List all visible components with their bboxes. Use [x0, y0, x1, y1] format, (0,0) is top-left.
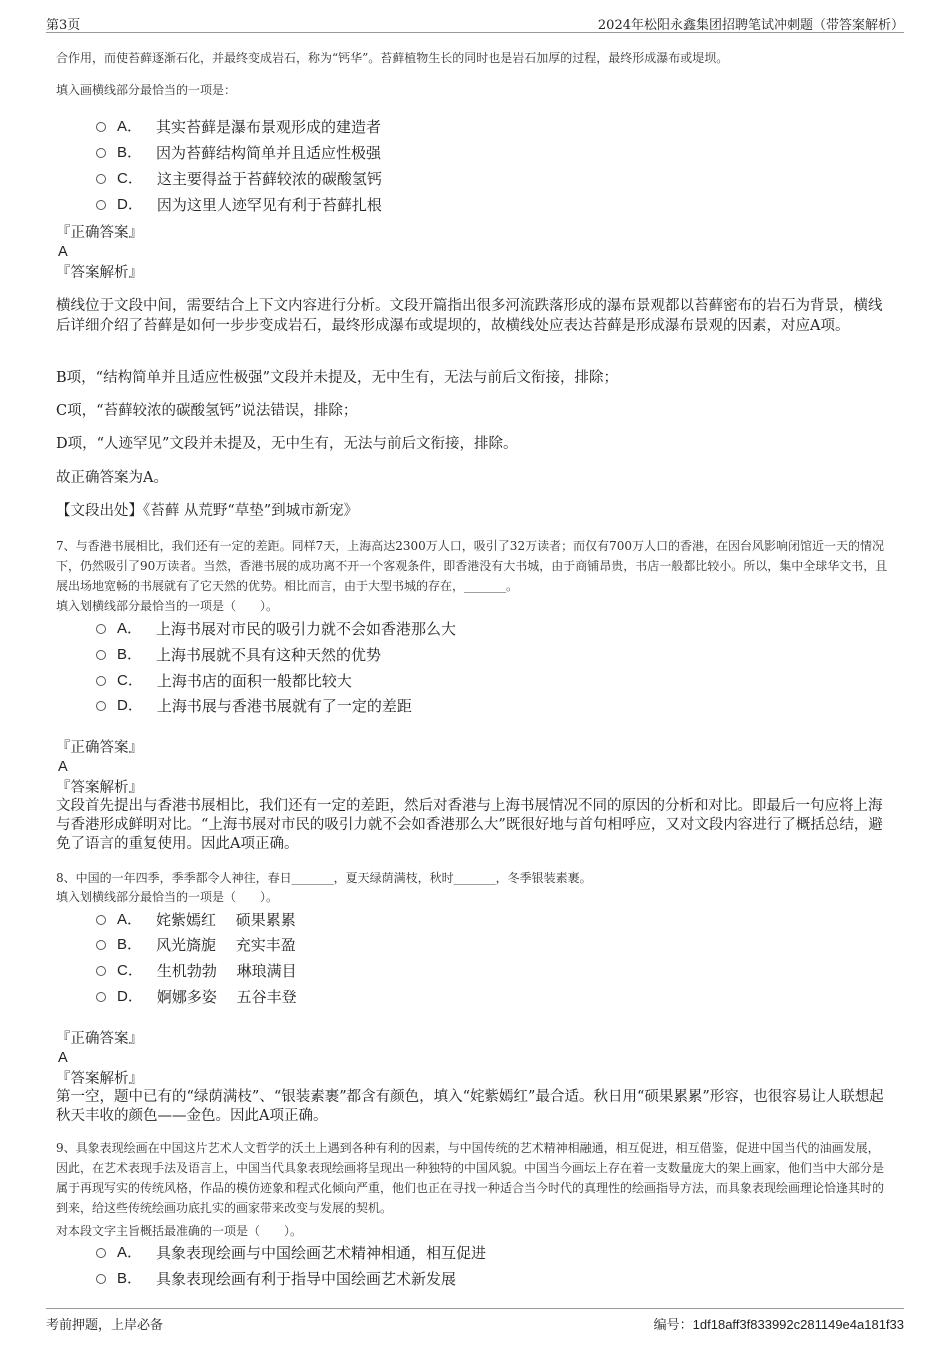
- option-text: 上海书店的面积一般都比较大: [156, 672, 352, 690]
- q8-option-b[interactable]: B． 风光旖旎 充实丰盈: [96, 934, 296, 956]
- q6-analysis-p1: 横线位于文段中间，需要结合上下文内容进行分析。文段开篇指出很多河流跌落形成的瀑布景观都以苔藓密布的岩石为背景，横线后详细介绍了苔藓是如何一步步变成岩石，最终形成瀑布或堤坝的，故横线处应表达苔藓是形成瀑布景观的因素，对应A项。: [56, 298, 883, 334]
- footer-slogan: 考前押题，上岸必备: [46, 1318, 164, 1333]
- radio-icon[interactable]: [96, 1248, 106, 1258]
- q6-passage-tail: 合作用，而使苔藓逐渐石化，并最终变成岩石，称为“钙华”。苔藓植物生长的同时也是岩石加厚的过程，最终形成瀑布或堤坝。: [56, 51, 729, 65]
- q9-prompt: 对本段文字主旨概括最准确的一项是（ ）。: [56, 1224, 303, 1238]
- option-text: 其实苔藓是瀑布景观形成的建造者: [156, 118, 382, 136]
- option-text: 具象表现绘画有利于指导中国绘画艺术新发展: [156, 1270, 457, 1288]
- option-text: 上海书展对市民的吸引力就不会如香港那么大: [156, 620, 457, 638]
- q8-answer: A: [58, 1050, 68, 1066]
- q6-source: 【文段出处】《苔藓 从荒野“草垫”到城市新宠》: [56, 503, 359, 519]
- q6-analysis-p3: C项，“苔藓较浓的碳酸氢钙”说法错误，排除；: [56, 403, 358, 419]
- option-text: 姹紫嫣红 硕果累累: [156, 911, 296, 929]
- radio-icon[interactable]: [96, 148, 106, 158]
- page-header: [46, 10, 904, 33]
- radio-icon[interactable]: [96, 650, 106, 660]
- radio-icon[interactable]: [96, 915, 106, 925]
- option-text: 因为苔藓结构简单并且适应性极强: [156, 144, 382, 162]
- q8-stem: 8、中国的一年四季，季季都令人神往，春日_______，夏天绿荫满枝，秋时_______，冬季银装素裹。: [56, 871, 592, 885]
- q7-answer: A: [58, 759, 68, 775]
- option-text: 生机勃勃 琳琅满目: [156, 962, 297, 980]
- q7-analysis-label: 『答案解析』: [56, 780, 143, 796]
- q8-prompt: 填入划横线部分最恰当的一项是（ ）。: [56, 890, 279, 904]
- radio-icon[interactable]: [96, 1274, 106, 1284]
- q7-answer-label: 『正确答案』: [56, 740, 143, 756]
- q6-analysis-p2: B项，“结构简单并且适应性极强”文段并未提及，无中生有，无法与前后文衔接，排除；: [56, 370, 618, 386]
- q7-option-a[interactable]: A． 上海书展对市民的吸引力就不会如香港那么大: [96, 618, 456, 640]
- option-text: 具象表现绘画与中国绘画艺术精神相通，相互促进: [156, 1244, 487, 1262]
- q8-analysis: 第一空，题中已有的“绿荫满枝”、“银装素裹”都含有颜色，填入“姹紫嫣红”最合适。秋日用“硕果累累”形容，也很容易让人联想起秋天丰收的颜色——金色。因此A项正确。: [56, 1089, 884, 1124]
- option-text: 婀娜多姿 五谷丰登: [156, 988, 297, 1006]
- q8-option-a[interactable]: A． 姹紫嫣红 硕果累累: [96, 909, 296, 931]
- radio-icon[interactable]: [96, 174, 106, 184]
- q7-option-b[interactable]: B． 上海书展就不具有这种天然的优势: [96, 644, 381, 666]
- radio-icon[interactable]: [96, 966, 106, 976]
- q6-option-b[interactable]: B． 因为苔藓结构简单并且适应性极强: [96, 142, 381, 164]
- radio-icon[interactable]: [96, 676, 106, 686]
- q7-prompt: 填入划横线部分最恰当的一项是（ ）。: [56, 599, 279, 613]
- q6-prompt: 填入画横线部分最恰当的一项是：: [56, 83, 237, 97]
- document-id: 编号：1df18aff3f833992c281149e4a181f33: [653, 1317, 904, 1332]
- q6-option-d[interactable]: D． 因为这里人迹罕见有利于苔藓扎根: [96, 194, 382, 216]
- q8-option-c[interactable]: C． 生机勃勃 琳琅满目: [96, 960, 297, 982]
- option-text: 因为这里人迹罕见有利于苔藓扎根: [156, 196, 382, 214]
- option-text: 上海书展与香港书展就有了一定的差距: [156, 697, 412, 715]
- q6-option-a[interactable]: A． 其实苔藓是瀑布景观形成的建造者: [96, 116, 381, 138]
- q6-answer: A: [58, 244, 68, 260]
- q7-option-d[interactable]: D． 上海书展与香港书展就有了一定的差距: [96, 695, 412, 717]
- option-text: 风光旖旎 充实丰盈: [156, 936, 296, 954]
- page-number: 第3页: [46, 18, 81, 33]
- q7-stem: 7、与香港书展相比，我们还有一定的差距。同样7天，上海高达2300万人口，吸引了32万读者；而仅有700万人口的香港，在因台风影响闭馆近一天的情况下，仍然吸引了90万读者。当然，香港书展的成功离不开一个客观条件，即香港没有大书城，由于商铺昂贵，书店一般都比较小。所以，集中全球华文书，且展出场地宽畅的书展就有了它天然的优势。相比而言，由于大型书城的存在，_______。: [56, 539, 888, 593]
- q6-analysis-p5: 故正确答案为A。: [56, 470, 168, 486]
- q9-option-b[interactable]: B． 具象表现绘画有利于指导中国绘画艺术新发展: [96, 1268, 456, 1290]
- q6-answer-label: 『正确答案』: [56, 225, 143, 241]
- radio-icon[interactable]: [96, 701, 106, 711]
- radio-icon[interactable]: [96, 122, 106, 132]
- q7-analysis: 文段首先提出与香港书展相比，我们还有一定的差距，然后对香港与上海书展情况不同的原因的分析和对比。即最后一句应将上海与香港形成鲜明对比。“上海书展对市民的吸引力就不会如香港那么大”既很好地与首句相呼应，又对文段内容进行了概括总结，避免了语言的重复使用。因此A项正确。: [56, 798, 883, 852]
- q7-option-c[interactable]: C． 上海书店的面积一般都比较大: [96, 670, 352, 692]
- radio-icon[interactable]: [96, 992, 106, 1002]
- q8-option-d[interactable]: D． 婀娜多姿 五谷丰登: [96, 986, 297, 1008]
- option-text: 上海书展就不具有这种天然的优势: [156, 646, 382, 664]
- q6-analysis-p4: D项，“人迹罕见”文段并未提及，无中生有，无法与前后文衔接，排除。: [56, 436, 518, 452]
- radio-icon[interactable]: [96, 624, 106, 634]
- page-footer: [46, 1308, 904, 1337]
- q6-analysis-label: 『答案解析』: [56, 265, 143, 281]
- q9-stem: 9、具象表现绘画在中国这片艺术人文哲学的沃土上遇到各种有利的因素，与中国传统的艺术精神相融通，相互促进，相互借鉴，促进中国当代的油画发展，因此，在艺术表现手法及语言上，中国当代具象表现绘画将呈现出一种独特的中国风貌。中国当今画坛上存在着一支数量庞大的架上画家，他们当中大部分是属于再现写实的传统风格，作品的模仿迹象和程式化倾向严重，他们也正在寻找一种适合当今时代的真理性的绘画指导方法，而具象表现绘画理论恰逢其时的到来，给这些传统绘画功底扎实的画家带来改变与发展的契机。: [56, 1141, 885, 1215]
- option-text: 这主要得益于苔藓较浓的碳酸氢钙: [156, 170, 382, 188]
- q6-option-c[interactable]: C． 这主要得益于苔藓较浓的碳酸氢钙: [96, 168, 382, 190]
- q8-answer-label: 『正确答案』: [56, 1031, 143, 1047]
- radio-icon[interactable]: [96, 200, 106, 210]
- q8-analysis-label: 『答案解析』: [56, 1071, 143, 1087]
- q9-option-a[interactable]: A． 具象表现绘画与中国绘画艺术精神相通，相互促进: [96, 1242, 486, 1264]
- document-title: 2024年松阳永鑫集团招聘笔试冲刺题（带答案解析）: [597, 18, 904, 33]
- radio-icon[interactable]: [96, 940, 106, 950]
